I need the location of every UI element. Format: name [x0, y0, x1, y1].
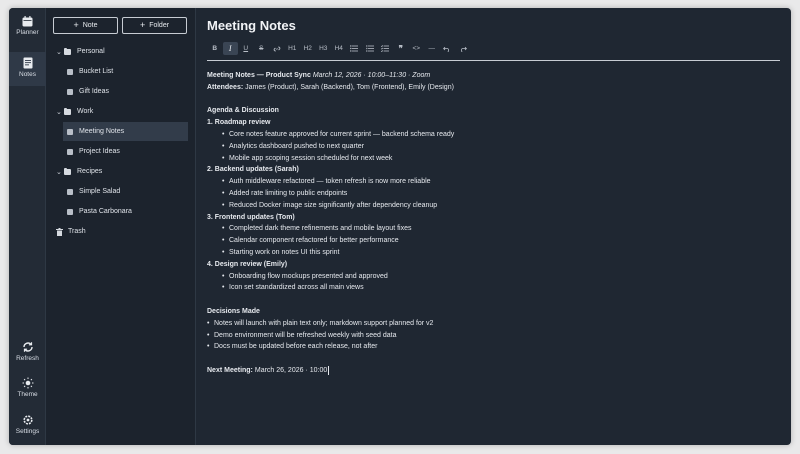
numbered-list-icon [366, 45, 374, 52]
rail-notes[interactable] [9, 52, 46, 86]
new-folder-button[interactable] [122, 17, 187, 34]
folder-icon [64, 109, 71, 115]
text-caret [328, 366, 329, 375]
checklist-button[interactable] [378, 42, 394, 55]
format-toolbar [207, 42, 471, 55]
agenda-section-heading: 1. Roadmap review [207, 119, 271, 127]
tree-item-label: Personal [77, 48, 105, 55]
page-title[interactable]: Meeting Notes [207, 18, 296, 33]
tree-item-label: Trash [68, 228, 86, 235]
new-folder-label: Folder [149, 22, 170, 29]
tree-item-label: Recipes [77, 168, 103, 175]
chevron-down-icon[interactable]: ⌄ [56, 168, 62, 176]
list-item: • Mobile app scoping session scheduled for next week [207, 153, 780, 165]
quote-button[interactable] [393, 42, 409, 55]
next-meeting-value: March 26, 2026 · 10:00 [254, 366, 328, 374]
checklist-icon [381, 45, 389, 52]
note-header-line [207, 70, 780, 82]
note-bucket-list[interactable] [46, 62, 195, 81]
list-item: • Starting work on notes UI this sprint [207, 247, 780, 259]
note-pasta-carbonara[interactable] [46, 202, 195, 221]
link-icon [273, 45, 281, 53]
attendees-line [207, 82, 780, 94]
code-icon: <> [412, 45, 421, 52]
rail-refresh[interactable] [9, 341, 46, 362]
heading4-button[interactable]: H4 [334, 45, 343, 52]
rail-planner-label: Planner [16, 29, 39, 36]
note-icon [67, 149, 73, 155]
tree-item-label: Meeting Notes [79, 128, 125, 135]
tree-item-label: Bucket List [79, 68, 114, 75]
plus-icon: + [139, 20, 146, 30]
rail-planner[interactable] [9, 16, 46, 36]
calendar-icon [22, 16, 33, 27]
list-item: • Added rate limiting to public endpoints [207, 188, 780, 200]
list-item: • Demo environment will be refreshed weekly with seed data [207, 330, 780, 342]
rail-refresh-label: Refresh [16, 355, 39, 362]
note-icon [67, 69, 73, 75]
agenda-section-heading: 3. Frontend updates (Tom) [207, 213, 295, 221]
undo-button[interactable] [440, 42, 456, 55]
chevron-down-icon[interactable]: ⌄ [56, 108, 62, 116]
list-item: • Onboarding flow mockups presented and approved [207, 271, 780, 283]
undo-icon [443, 46, 451, 52]
folder-work[interactable] [46, 102, 195, 121]
rail-settings[interactable] [9, 414, 46, 435]
list-item: • Icon set standardized across all main views [207, 282, 780, 294]
note-icon [67, 209, 73, 215]
strikethrough-button[interactable]: S [259, 45, 264, 52]
notes-sidebar [46, 8, 196, 445]
note-date: March 12, 2026 · 10:00–11:30 · Zoom [312, 72, 431, 79]
new-note-button[interactable] [53, 17, 118, 34]
heading1-button[interactable]: H1 [288, 45, 297, 52]
link-button[interactable] [269, 42, 285, 55]
chevron-down-icon[interactable]: ⌄ [56, 48, 62, 56]
note-icon [67, 129, 73, 135]
list-item: • Docs must be updated before each release, not after [207, 341, 780, 353]
folder-recipes[interactable] [46, 162, 195, 181]
bold-button[interactable]: B [212, 45, 218, 52]
agenda-heading: Agenda & Discussion [207, 107, 279, 115]
folder-icon [64, 49, 71, 55]
editor-pane [196, 8, 791, 445]
notes-tree [46, 42, 195, 242]
app-window [9, 8, 791, 445]
list-item: • Analytics dashboard pushed to next quarter [207, 141, 780, 153]
tree-item-label: Pasta Carbonara [79, 208, 132, 215]
nav-rail [9, 8, 46, 445]
rail-notes-label: Notes [19, 71, 36, 78]
note-icon [67, 189, 73, 195]
note-header: Meeting Notes — Product Sync [207, 72, 311, 79]
list-item: • Auth middleware refactored — token refresh is now more reliable [207, 176, 780, 188]
redo-button[interactable] [455, 42, 471, 55]
sun-icon [22, 377, 34, 389]
refresh-icon [22, 341, 34, 353]
numbered-list-button[interactable] [362, 42, 378, 55]
bullet-list-button[interactable] [347, 42, 363, 55]
note-meeting-notes[interactable] [63, 122, 188, 141]
horizontal-rule-button[interactable] [424, 42, 440, 55]
note-icon [23, 57, 33, 69]
heading3-button[interactable]: H3 [319, 45, 328, 52]
note-simple-salad[interactable] [46, 182, 195, 201]
heading2-button[interactable]: H2 [303, 45, 312, 52]
plus-icon: + [73, 20, 79, 30]
list-item: • Calendar component refactored for better performance [207, 235, 780, 247]
redo-icon [459, 46, 467, 52]
toolbar-divider [207, 60, 780, 61]
note-body[interactable] [207, 70, 780, 377]
new-note-label: Note [82, 22, 98, 29]
folder-personal[interactable] [46, 42, 195, 61]
attendees-value: James (Product), Sarah (Backend), Tom (Frontend), Emily (Design) [245, 83, 454, 91]
rail-settings-label: Settings [15, 428, 40, 435]
bullet-list-icon [350, 45, 358, 52]
tree-item-label: Project Ideas [79, 148, 120, 155]
tree-item-label: Work [77, 108, 94, 115]
underline-button[interactable]: U [243, 45, 249, 52]
agenda-section-heading: 2. Backend updates (Sarah) [207, 166, 299, 174]
tree-item-label: Gift Ideas [79, 88, 109, 95]
note-project-ideas[interactable] [46, 142, 195, 161]
italic-button[interactable]: I [223, 42, 239, 55]
attendees-label: Attendees: [207, 83, 244, 91]
tree-item-label: Simple Salad [79, 188, 121, 195]
trash-icon [56, 228, 63, 236]
horizontal-rule-icon: — [428, 45, 435, 52]
list-item: • Reduced Docker image size significantly after dependency cleanup [207, 200, 780, 212]
agenda-section-heading: 4. Design review (Emily) [207, 260, 288, 268]
list-item: • Completed dark theme refinements and mobile layout fixes [207, 223, 780, 235]
gear-icon [22, 414, 34, 426]
folder-icon [64, 169, 71, 175]
next-meeting-label: Next Meeting: [207, 366, 253, 374]
quote-icon: ❞ [398, 44, 403, 53]
decisions-heading: Decisions Made [207, 307, 260, 315]
trash-item[interactable] [46, 222, 195, 241]
rail-theme-label: Theme [17, 391, 38, 398]
note-gift-ideas[interactable] [46, 82, 195, 101]
note-icon [67, 89, 73, 95]
code-button[interactable] [409, 42, 425, 55]
list-item: • Core notes feature approved for current sprint — backend schema ready [207, 129, 780, 141]
list-item: • Notes will launch with plain text only; markdown support planned for v2 [207, 318, 780, 330]
next-meeting-line [207, 365, 780, 377]
rail-theme[interactable] [9, 377, 46, 398]
